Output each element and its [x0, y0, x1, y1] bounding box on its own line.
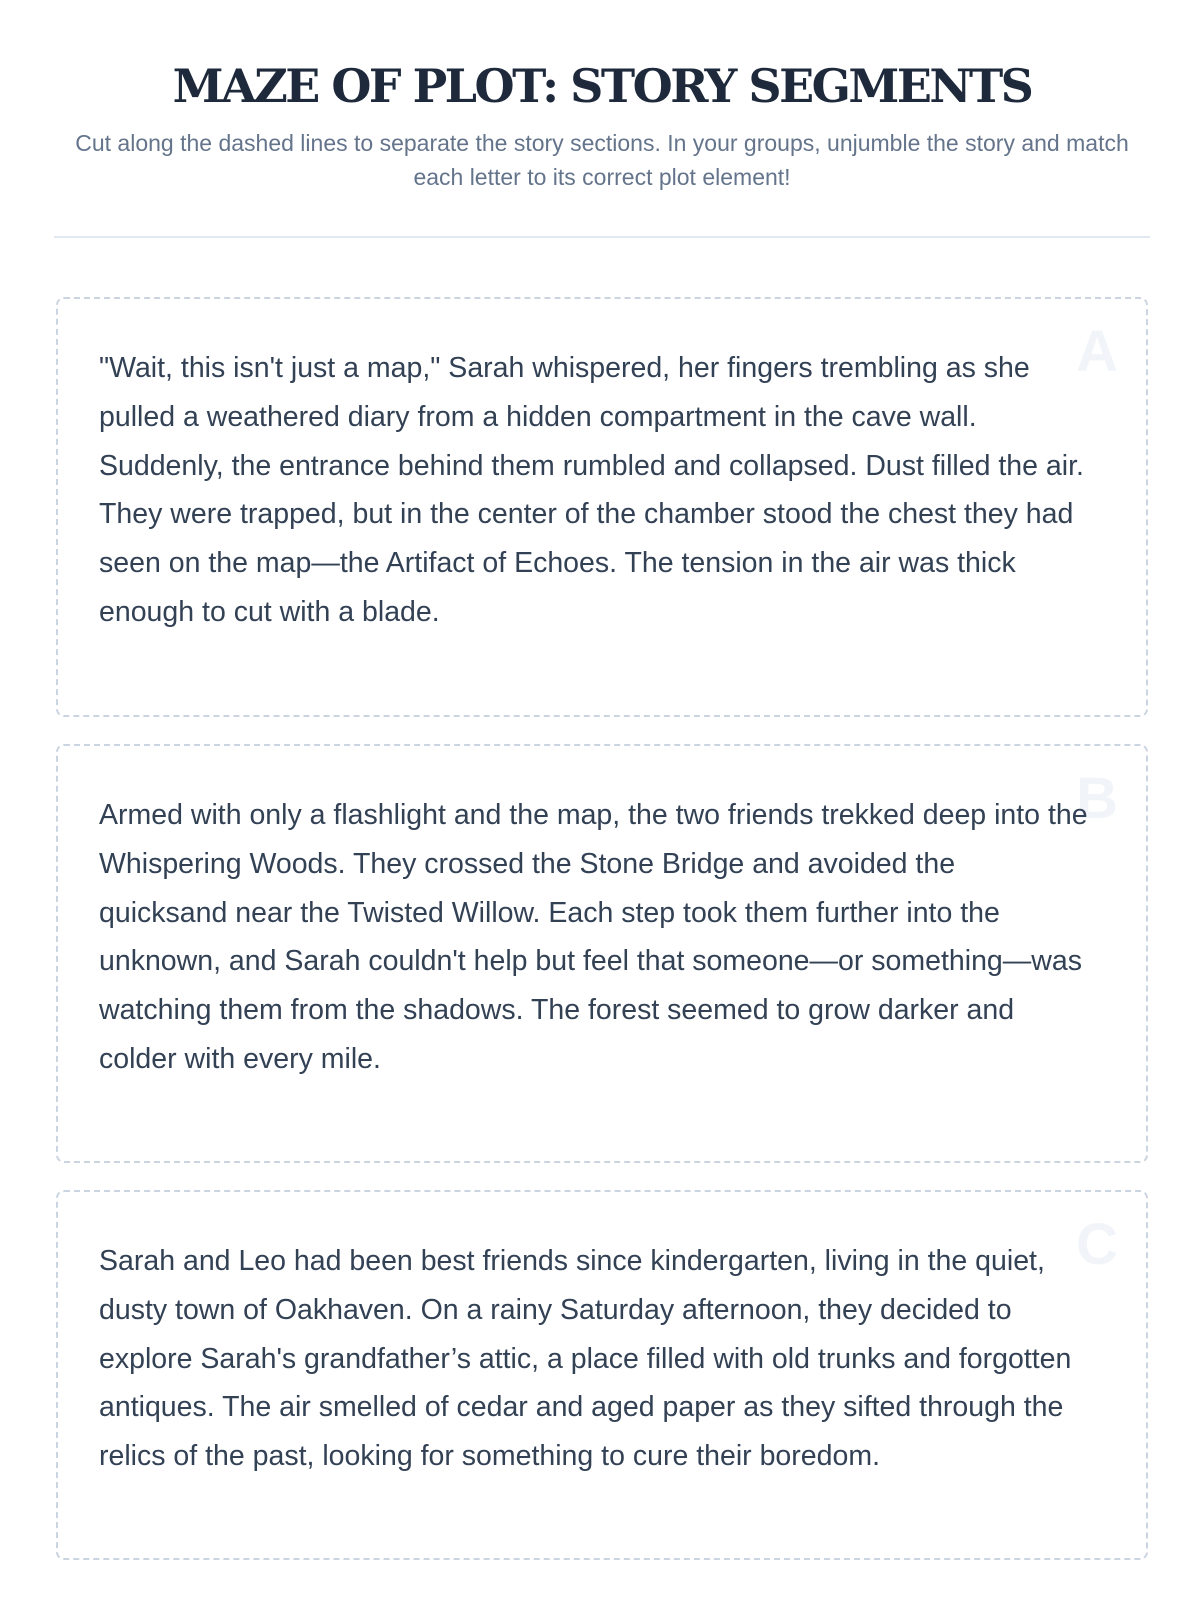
segment-letter: A: [1076, 319, 1118, 384]
story-segment-c: [56, 1190, 1148, 1560]
story-segment-a: [56, 297, 1148, 717]
segment-letter: B: [1076, 766, 1118, 831]
instructions-text: Cut along the dashed lines to separate the story sections. In your groups, unjumble the story and match each letter to its correct plot element!: [75, 130, 1129, 190]
segment-text: "Wait, this isn't just a map," Sarah whispered, her fingers trembling as she pulled a weathered diary from a hidden compartment in the cave wall. Suddenly, the entrance behind them rumbled and collapsed. Dust filled the air. They were trapped, but in the center of the chamber stood the chest they had seen on the map—the Artifact of Echoes. The tension in the air was thick enough to cut with a blade.: [99, 352, 1084, 628]
story-segment-b: [56, 744, 1148, 1163]
segment-text: Sarah and Leo had been best friends since kindergarten, living in the quiet, dusty town of Oakhaven. On a rainy Saturday afternoon, they decided to explore Sarah's grandfather’s attic, a place filled with old trunks and forgotten antiques. The air smelled of cedar and aged paper as they sifted through the relics of the past, looking for something to cure their boredom.: [99, 1245, 1072, 1473]
page-title: MAZE OF PLOT: STORY SEGMENTS: [172, 59, 1032, 113]
segment-text: Armed with only a flashlight and the map, the two friends trekked deep into the Whispering Woods. They crossed the Stone Bridge and avoided the quicksand near the Twisted Willow. Each step took them further into the unknown, and Sarah couldn't help but feel that someone—or something—was watching them from the shadows. The forest seemed to grow darker and colder with every mile.: [99, 799, 1088, 1075]
segment-letter: C: [1076, 1212, 1118, 1277]
worksheet-header: [54, 0, 1150, 238]
